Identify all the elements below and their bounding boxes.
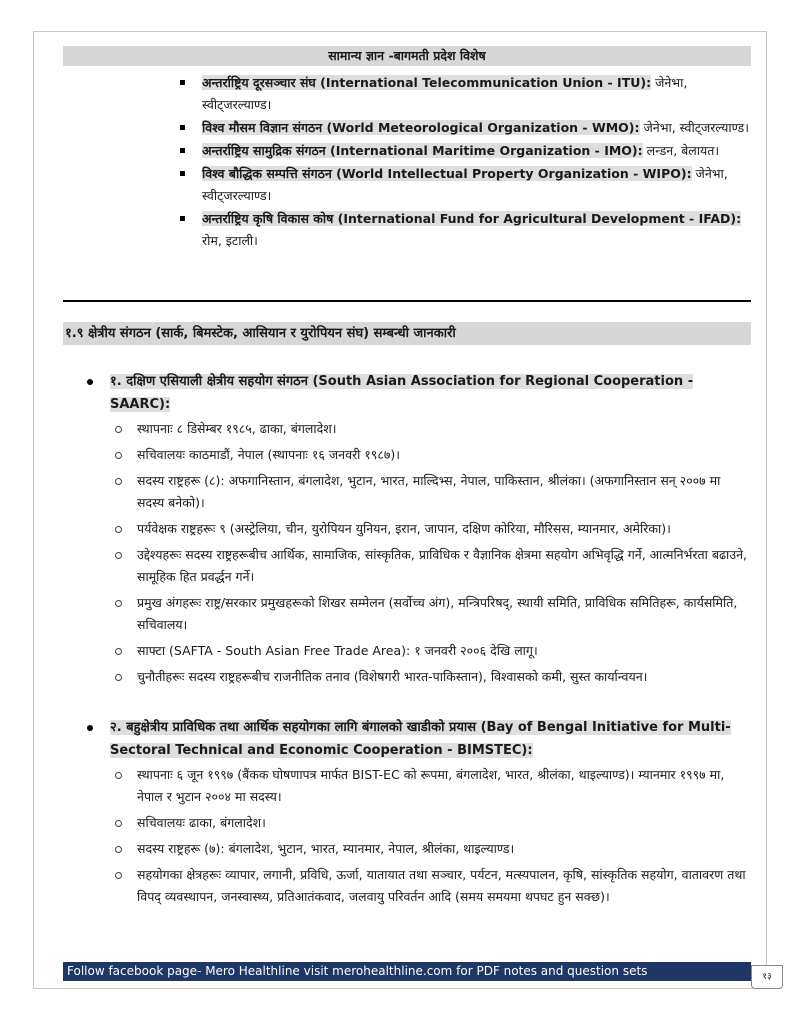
footer-banner [63,962,751,981]
item-text: सहयोगका क्षेत्रहरूः व्यापार, लगानी, प्रविधि, ऊर्जा, यातायात तथा सञ्चार, पर्यटन, मत्स्यपालन, कृषि, सांस्कृतिक सहयोग, वातावरण तथा विपद् व्यवस्थापन, जनस्वास्थ्य, प्रतिआतंकवाद, जलवायु परिवर्तन आदि (समय समयमा थपघट हुन सक्छ)। [137,867,746,904]
saarc-details [85,418,750,688]
list-item [85,666,750,688]
circle-bullet-icon [115,426,122,433]
bullet-dot-icon [87,379,93,385]
list-item [85,764,750,808]
list-item [85,418,750,440]
bullet-dot-icon [87,725,93,731]
saarc-heading [85,370,750,416]
section-heading [63,322,751,345]
item-text: स्थापनाः ८ डिसेम्बर १९८५, ढाका, बंगलादेश। [137,421,337,436]
item-text: प्रमुख अंगहरूः राष्ट्र/सरकार प्रमुखहरूको शिखर सम्मेलन (सर्वोच्च अंग), मन्त्रिपरिषद्, स्थायी समिति, प्राविधिक समितिहरू, कार्यसमिति, सचिवालय। [137,595,738,632]
square-bullet-icon [180,125,185,130]
footer-text: Follow facebook page- Mero Healthline visit merohealthline.com for PDF notes and question sets [67,964,648,978]
list-item [175,208,755,252]
item-text: उद्देश्यहरूः सदस्य राष्ट्रहरूबीच आर्थिक, सामाजिक, सांस्कृतिक, प्राविधिक र वैज्ञानिक क्षेत्रमा सहयोग अभिवृद्धि गर्ने, आत्मनिर्भरता बढाउने, सामूहिक हित प्रवर्द्धन गर्ने। [137,547,748,584]
circle-bullet-icon [115,452,122,459]
page-number [751,965,783,989]
list-item [85,592,750,636]
item-text: पर्यवेक्षक राष्ट्रहरूः ९ (अस्ट्रेलिया, चीन, युरोपियन युनियन, इरान, जापान, दक्षिण कोरिया, मौरिसस, म्यानमार, अमेरिका)। [137,521,671,536]
saarc-block [85,370,750,692]
bimstec-heading-text: २. बहुक्षेत्रीय प्राविधिक तथा आर्थिक सहयोगका लागि बंगालको खाडीको प्रयास (Bay of Bengal Initiative for Multi-Sectoral Technical and Economic Cooperation - BIMSTEC): [110,720,731,758]
bimstec-details [85,764,750,908]
page-number-text: १३ [762,972,772,982]
circle-bullet-icon [115,526,122,533]
item-text: चुनौतीहरूः सदस्य राष्ट्रहरूबीच राजनीतिक तनाव (विशेषगरी भारत-पाकिस्तान), विश्वासको कमी, सुस्त कार्यान्वयन। [137,669,648,684]
circle-bullet-icon [115,820,122,827]
bimstec-heading [85,716,750,762]
circle-bullet-icon [115,772,122,779]
list-item [175,117,755,139]
org-location: जेनेभा, स्वीट्जरल्याण्ड। [202,75,688,112]
item-text: स्थापनाः ६ जून १९९७ (बैंकक घोषणापत्र मार्फत BIST-EC को रूपमा, बंगलादेश, भारत, श्रीलंका, थाइल्याण्ड)। म्यानमार १९९७ मा, नेपाल र भुटान २००४ मा सदस्य। [137,767,725,804]
list-item [85,518,750,540]
list-item [85,544,750,588]
org-location: जेनेभा, स्वीट्जरल्याण्ड। [639,120,749,135]
org-location: लन्डन, बेलायत। [642,143,720,158]
item-text: सदस्य राष्ट्रहरू (७): बंगलादेश, भुटान, भारत, म्यानमार, नेपाल, श्रीलंका, थाइल्याण्ड। [137,841,515,856]
list-item [85,864,750,908]
square-bullet-icon [180,171,185,176]
circle-bullet-icon [115,674,122,681]
list-item [175,163,755,207]
org-name: अन्तर्राष्ट्रिय कृषि विकास कोष (International Fund for Agricultural Development - IFAD): [202,211,742,226]
saarc-heading-text: १. दक्षिण एसियाली क्षेत्रीय सहयोग संगठन (South Asian Association for Regional Cooperation - SAARC): [110,374,694,412]
org-location: जेनेभा, स्वीट्जरल्याण्ड। [202,166,728,203]
circle-bullet-icon [115,478,122,485]
org-name: विश्व मौसम विज्ञान संगठन (World Meteorological Organization - WMO): [202,120,640,135]
list-item [175,72,755,116]
section-title: १.९ क्षेत्रीय संगठन (सार्क, बिमस्टेक, आसियान र युरोपियन संघ) सम्बन्धी जानकारी [65,326,456,341]
org-name: अन्तर्राष्ट्रिय दूरसञ्चार संघ (International Telecommunication Union - ITU): [202,75,652,90]
org-name: अन्तर्राष्ट्रिय सामुद्रिक संगठन (International Maritime Organization - IMO): [202,143,643,158]
circle-bullet-icon [115,552,122,559]
org-name: विश्व बौद्धिक सम्पत्ति संगठन (World Intellectual Property Organization - WIPO): [202,166,692,181]
list-item [85,812,750,834]
item-text: सदस्य राष्ट्रहरू (८): अफगानिस्तान, बंगलादेश, भुटान, भारत, माल्दिभ्स, नेपाल, पाकिस्तान, श्रीलंका। (अफगानिस्तान सन् २००७ मा सदस्य बनेको)। [137,473,721,510]
list-item [85,444,750,466]
item-text: सचिवालयः ढाका, बंगलादेश। [137,815,266,830]
bimstec-block [85,716,750,912]
item-text: साफ्टा (SAFTA - South Asian Free Trade Area): १ जनवरी २००६ देखि लागू। [137,643,538,658]
list-item [85,470,750,514]
square-bullet-icon [180,148,185,153]
square-bullet-icon [180,216,185,221]
list-item [175,140,755,162]
list-item [85,640,750,662]
circle-bullet-icon [115,846,122,853]
org-location: रोम, इटाली। [202,233,258,248]
circle-bullet-icon [115,600,122,607]
list-item [85,838,750,860]
page-header-title: सामान्य ज्ञान -बागमती प्रदेश विशेष [328,48,486,63]
international-org-list [175,72,755,253]
circle-bullet-icon [115,872,122,879]
horizontal-divider [63,300,751,302]
item-text: सचिवालयः काठमाडौं, नेपाल (स्थापनाः १६ जनवरी १९८७)। [137,447,401,462]
square-bullet-icon [180,80,185,85]
circle-bullet-icon [115,648,122,655]
page-header [63,46,751,66]
